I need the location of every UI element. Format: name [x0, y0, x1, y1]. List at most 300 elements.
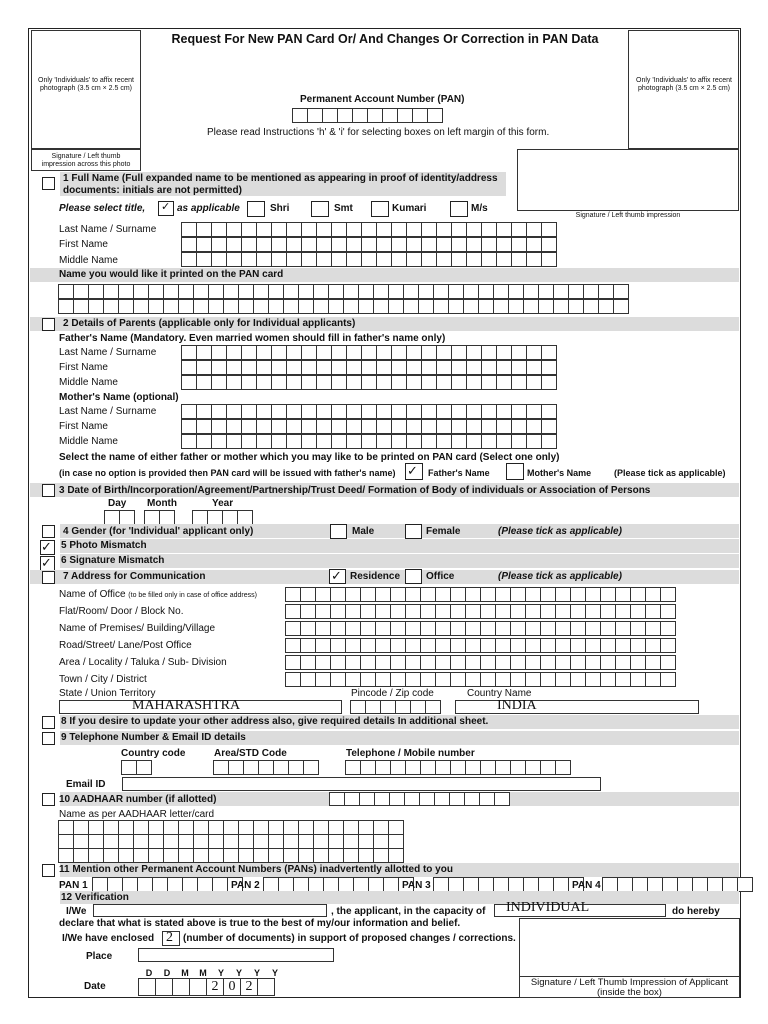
- char-cell[interactable]: [316, 434, 332, 449]
- char-cell[interactable]: [298, 820, 314, 835]
- char-cell[interactable]: [256, 404, 272, 419]
- char-cell[interactable]: [316, 252, 332, 267]
- char-cell[interactable]: [163, 820, 179, 835]
- char-cell[interactable]: [660, 655, 676, 670]
- char-cell[interactable]: [226, 404, 242, 419]
- date-cell[interactable]: 2: [240, 978, 258, 996]
- char-cell[interactable]: [525, 587, 541, 602]
- char-cell[interactable]: [298, 848, 314, 863]
- char-cell[interactable]: [391, 404, 407, 419]
- pan4-grid[interactable]: [603, 877, 753, 892]
- char-cell[interactable]: [481, 252, 497, 267]
- char-cell[interactable]: [343, 848, 359, 863]
- char-cell[interactable]: [388, 834, 404, 849]
- char-cell[interactable]: [213, 760, 229, 775]
- char-cell[interactable]: [420, 587, 436, 602]
- char-cell[interactable]: [410, 700, 426, 714]
- road-grid[interactable]: [286, 638, 676, 653]
- char-cell[interactable]: [322, 108, 338, 123]
- char-cell[interactable]: [525, 672, 541, 687]
- char-cell[interactable]: [330, 638, 346, 653]
- char-cell[interactable]: [256, 434, 272, 449]
- char-cell[interactable]: [389, 792, 405, 806]
- char-cell[interactable]: [178, 299, 194, 314]
- char-cell[interactable]: [406, 419, 422, 434]
- char-cell[interactable]: [419, 792, 435, 806]
- char-cell[interactable]: [526, 222, 542, 237]
- char-cell[interactable]: [226, 252, 242, 267]
- char-cell[interactable]: [692, 877, 708, 892]
- char-cell[interactable]: [343, 284, 359, 299]
- char-cell[interactable]: [208, 299, 224, 314]
- photo-signature-strip[interactable]: [31, 149, 141, 171]
- char-cell[interactable]: [493, 877, 509, 892]
- char-cell[interactable]: [510, 587, 526, 602]
- char-cell[interactable]: [271, 434, 287, 449]
- char-cell[interactable]: [271, 222, 287, 237]
- char-cell[interactable]: [88, 820, 104, 835]
- print-name-grid-2[interactable]: [59, 299, 629, 314]
- char-cell[interactable]: [286, 222, 302, 237]
- char-cell[interactable]: [58, 284, 74, 299]
- char-cell[interactable]: [496, 404, 512, 419]
- char-cell[interactable]: [208, 820, 224, 835]
- date-cell[interactable]: [155, 978, 173, 996]
- char-cell[interactable]: [118, 284, 134, 299]
- email-input[interactable]: [122, 777, 601, 791]
- title-smt-checkbox[interactable]: [311, 201, 329, 217]
- char-cell[interactable]: [598, 299, 614, 314]
- pan3-grid[interactable]: [434, 877, 584, 892]
- char-cell[interactable]: [226, 237, 242, 252]
- char-cell[interactable]: [553, 877, 569, 892]
- char-cell[interactable]: [286, 434, 302, 449]
- char-cell[interactable]: [58, 299, 74, 314]
- char-cell[interactable]: [421, 252, 437, 267]
- char-cell[interactable]: [388, 820, 404, 835]
- char-cell[interactable]: [316, 360, 332, 375]
- char-cell[interactable]: [293, 877, 309, 892]
- char-cell[interactable]: [268, 284, 284, 299]
- char-cell[interactable]: [660, 638, 676, 653]
- char-cell[interactable]: [193, 848, 209, 863]
- char-cell[interactable]: [630, 638, 646, 653]
- char-cell[interactable]: [617, 877, 633, 892]
- char-cell[interactable]: [346, 345, 362, 360]
- char-cell[interactable]: [540, 760, 556, 775]
- char-cell[interactable]: [103, 284, 119, 299]
- photo-box-left[interactable]: [31, 30, 141, 149]
- char-cell[interactable]: [421, 345, 437, 360]
- char-cell[interactable]: [418, 284, 434, 299]
- char-cell[interactable]: [181, 375, 197, 390]
- char-cell[interactable]: [313, 820, 329, 835]
- char-cell[interactable]: [181, 222, 197, 237]
- char-cell[interactable]: [271, 375, 287, 390]
- char-cell[interactable]: [197, 877, 213, 892]
- s4-margin-checkbox[interactable]: [42, 525, 55, 538]
- char-cell[interactable]: [286, 252, 302, 267]
- char-cell[interactable]: [286, 360, 302, 375]
- char-cell[interactable]: [615, 672, 631, 687]
- char-cell[interactable]: [88, 284, 104, 299]
- char-cell[interactable]: [510, 672, 526, 687]
- char-cell[interactable]: [541, 419, 557, 434]
- char-cell[interactable]: [316, 222, 332, 237]
- char-cell[interactable]: [450, 587, 466, 602]
- char-cell[interactable]: [323, 877, 339, 892]
- char-cell[interactable]: [316, 237, 332, 252]
- char-cell[interactable]: [436, 345, 452, 360]
- char-cell[interactable]: [196, 404, 212, 419]
- char-cell[interactable]: [496, 345, 512, 360]
- char-cell[interactable]: [391, 345, 407, 360]
- char-cell[interactable]: [163, 284, 179, 299]
- char-cell[interactable]: [301, 360, 317, 375]
- char-cell[interactable]: [376, 419, 392, 434]
- char-cell[interactable]: [303, 760, 319, 775]
- char-cell[interactable]: [451, 434, 467, 449]
- place-input[interactable]: [138, 948, 334, 962]
- char-cell[interactable]: [196, 375, 212, 390]
- date-cell[interactable]: [172, 978, 190, 996]
- char-cell[interactable]: [541, 434, 557, 449]
- char-cell[interactable]: [615, 638, 631, 653]
- char-cell[interactable]: [465, 760, 481, 775]
- char-cell[interactable]: [421, 222, 437, 237]
- char-cell[interactable]: [525, 655, 541, 670]
- char-cell[interactable]: [313, 284, 329, 299]
- char-cell[interactable]: [585, 672, 601, 687]
- char-cell[interactable]: [406, 404, 422, 419]
- char-cell[interactable]: [555, 655, 571, 670]
- char-cell[interactable]: [308, 877, 324, 892]
- char-cell[interactable]: [241, 252, 257, 267]
- char-cell[interactable]: [510, 760, 526, 775]
- gender-male-checkbox[interactable]: [330, 524, 347, 539]
- char-cell[interactable]: [526, 375, 542, 390]
- char-cell[interactable]: [178, 284, 194, 299]
- char-cell[interactable]: [390, 604, 406, 619]
- char-cell[interactable]: [223, 284, 239, 299]
- char-cell[interactable]: [315, 638, 331, 653]
- char-cell[interactable]: [406, 345, 422, 360]
- char-cell[interactable]: [328, 284, 344, 299]
- char-cell[interactable]: [345, 760, 361, 775]
- char-cell[interactable]: [345, 655, 361, 670]
- char-cell[interactable]: [421, 434, 437, 449]
- father-last-grid[interactable]: [182, 345, 557, 360]
- char-cell[interactable]: [193, 284, 209, 299]
- flat-grid[interactable]: [286, 604, 676, 619]
- char-cell[interactable]: [181, 419, 197, 434]
- char-cell[interactable]: [196, 345, 212, 360]
- char-cell[interactable]: [301, 237, 317, 252]
- char-cell[interactable]: [313, 834, 329, 849]
- char-cell[interactable]: [404, 792, 420, 806]
- char-cell[interactable]: [360, 587, 376, 602]
- char-cell[interactable]: [241, 360, 257, 375]
- char-cell[interactable]: [436, 419, 452, 434]
- char-cell[interactable]: [361, 345, 377, 360]
- char-cell[interactable]: [568, 299, 584, 314]
- phone-grid[interactable]: [346, 760, 571, 775]
- char-cell[interactable]: [555, 672, 571, 687]
- char-cell[interactable]: [73, 820, 89, 835]
- date-cell[interactable]: [189, 978, 207, 996]
- char-cell[interactable]: [256, 360, 272, 375]
- char-cell[interactable]: [223, 834, 239, 849]
- char-cell[interactable]: [256, 222, 272, 237]
- char-cell[interactable]: [283, 284, 299, 299]
- char-cell[interactable]: [331, 375, 347, 390]
- char-cell[interactable]: [406, 252, 422, 267]
- char-cell[interactable]: [380, 700, 396, 714]
- char-cell[interactable]: [421, 360, 437, 375]
- char-cell[interactable]: [211, 404, 227, 419]
- char-cell[interactable]: [466, 434, 482, 449]
- char-cell[interactable]: [178, 848, 194, 863]
- char-cell[interactable]: [223, 299, 239, 314]
- char-cell[interactable]: [328, 848, 344, 863]
- char-cell[interactable]: [615, 587, 631, 602]
- char-cell[interactable]: [613, 299, 629, 314]
- char-cell[interactable]: [436, 404, 452, 419]
- country-field[interactable]: [455, 700, 699, 714]
- char-cell[interactable]: [283, 834, 299, 849]
- char-cell[interactable]: [480, 655, 496, 670]
- char-cell[interactable]: [555, 604, 571, 619]
- char-cell[interactable]: [540, 621, 556, 636]
- char-cell[interactable]: [583, 284, 599, 299]
- char-cell[interactable]: [256, 237, 272, 252]
- char-cell[interactable]: [463, 877, 479, 892]
- char-cell[interactable]: [451, 237, 467, 252]
- char-cell[interactable]: [541, 404, 557, 419]
- char-cell[interactable]: [390, 760, 406, 775]
- office-checkbox[interactable]: [405, 569, 422, 584]
- date-grid[interactable]: [139, 978, 275, 996]
- char-cell[interactable]: [707, 877, 723, 892]
- char-cell[interactable]: [511, 360, 527, 375]
- char-cell[interactable]: [448, 877, 464, 892]
- char-cell[interactable]: [193, 299, 209, 314]
- char-cell[interactable]: [361, 419, 377, 434]
- char-cell[interactable]: [58, 848, 74, 863]
- char-cell[interactable]: [412, 108, 428, 123]
- char-cell[interactable]: [346, 222, 362, 237]
- char-cell[interactable]: [73, 284, 89, 299]
- char-cell[interactable]: [256, 345, 272, 360]
- char-cell[interactable]: [285, 604, 301, 619]
- char-cell[interactable]: [496, 360, 512, 375]
- char-cell[interactable]: [466, 252, 482, 267]
- char-cell[interactable]: [479, 792, 495, 806]
- pan-input-grid[interactable]: [293, 108, 443, 123]
- char-cell[interactable]: [133, 834, 149, 849]
- char-cell[interactable]: [253, 848, 269, 863]
- char-cell[interactable]: [421, 237, 437, 252]
- char-cell[interactable]: [382, 108, 398, 123]
- char-cell[interactable]: [241, 375, 257, 390]
- mother-first-grid[interactable]: [182, 419, 557, 434]
- char-cell[interactable]: [541, 252, 557, 267]
- char-cell[interactable]: [511, 252, 527, 267]
- char-cell[interactable]: [271, 419, 287, 434]
- char-cell[interactable]: [662, 877, 678, 892]
- char-cell[interactable]: [600, 587, 616, 602]
- aadhaar-name-grid-3[interactable]: [59, 848, 404, 863]
- signature-box-top[interactable]: [517, 149, 739, 211]
- char-cell[interactable]: [133, 848, 149, 863]
- char-cell[interactable]: [238, 848, 254, 863]
- char-cell[interactable]: [585, 604, 601, 619]
- s3-margin-checkbox[interactable]: [42, 484, 55, 497]
- char-cell[interactable]: [300, 621, 316, 636]
- char-cell[interactable]: [600, 655, 616, 670]
- char-cell[interactable]: [241, 404, 257, 419]
- char-cell[interactable]: [58, 820, 74, 835]
- char-cell[interactable]: [344, 792, 360, 806]
- char-cell[interactable]: [331, 345, 347, 360]
- char-cell[interactable]: [253, 284, 269, 299]
- char-cell[interactable]: [465, 672, 481, 687]
- char-cell[interactable]: [526, 345, 542, 360]
- char-cell[interactable]: [511, 222, 527, 237]
- char-cell[interactable]: [481, 360, 497, 375]
- char-cell[interactable]: [555, 638, 571, 653]
- char-cell[interactable]: [211, 375, 227, 390]
- char-cell[interactable]: [645, 655, 661, 670]
- char-cell[interactable]: [570, 621, 586, 636]
- char-cell[interactable]: [391, 419, 407, 434]
- char-cell[interactable]: [451, 360, 467, 375]
- char-cell[interactable]: [238, 299, 254, 314]
- char-cell[interactable]: [538, 299, 554, 314]
- char-cell[interactable]: [425, 700, 441, 714]
- char-cell[interactable]: [211, 222, 227, 237]
- char-cell[interactable]: [555, 587, 571, 602]
- char-cell[interactable]: [358, 299, 374, 314]
- char-cell[interactable]: [600, 638, 616, 653]
- char-cell[interactable]: [300, 655, 316, 670]
- char-cell[interactable]: [226, 360, 242, 375]
- char-cell[interactable]: [283, 299, 299, 314]
- char-cell[interactable]: [677, 877, 693, 892]
- char-cell[interactable]: [286, 375, 302, 390]
- char-cell[interactable]: [346, 360, 362, 375]
- char-cell[interactable]: [331, 404, 347, 419]
- s11-margin-checkbox[interactable]: [42, 864, 55, 877]
- char-cell[interactable]: [538, 877, 554, 892]
- char-cell[interactable]: [480, 638, 496, 653]
- char-cell[interactable]: [375, 672, 391, 687]
- char-cell[interactable]: [350, 700, 366, 714]
- char-cell[interactable]: [526, 360, 542, 375]
- title-kumari-checkbox[interactable]: [371, 201, 389, 217]
- s1-first-name-grid[interactable]: [182, 237, 557, 252]
- char-cell[interactable]: [435, 760, 451, 775]
- char-cell[interactable]: [391, 375, 407, 390]
- mothers-name-checkbox[interactable]: [506, 463, 524, 480]
- char-cell[interactable]: [345, 604, 361, 619]
- char-cell[interactable]: [496, 375, 512, 390]
- char-cell[interactable]: [241, 434, 257, 449]
- mother-middle-grid[interactable]: [182, 434, 557, 449]
- char-cell[interactable]: [178, 834, 194, 849]
- char-cell[interactable]: [466, 237, 482, 252]
- char-cell[interactable]: [92, 877, 108, 892]
- char-cell[interactable]: [286, 345, 302, 360]
- char-cell[interactable]: [263, 877, 279, 892]
- char-cell[interactable]: [630, 604, 646, 619]
- char-cell[interactable]: [451, 252, 467, 267]
- char-cell[interactable]: [360, 604, 376, 619]
- char-cell[interactable]: [359, 792, 375, 806]
- s8-margin-checkbox[interactable]: [42, 716, 55, 729]
- char-cell[interactable]: [433, 284, 449, 299]
- char-cell[interactable]: [390, 638, 406, 653]
- father-first-grid[interactable]: [182, 360, 557, 375]
- char-cell[interactable]: [373, 834, 389, 849]
- char-cell[interactable]: [163, 299, 179, 314]
- char-cell[interactable]: [121, 760, 137, 775]
- char-cell[interactable]: [238, 820, 254, 835]
- char-cell[interactable]: [211, 360, 227, 375]
- char-cell[interactable]: [148, 834, 164, 849]
- char-cell[interactable]: [451, 419, 467, 434]
- char-cell[interactable]: [226, 345, 242, 360]
- char-cell[interactable]: [368, 877, 384, 892]
- char-cell[interactable]: [271, 360, 287, 375]
- char-cell[interactable]: [346, 237, 362, 252]
- char-cell[interactable]: [451, 375, 467, 390]
- s9-margin-checkbox[interactable]: [42, 732, 55, 745]
- char-cell[interactable]: [525, 638, 541, 653]
- char-cell[interactable]: [271, 237, 287, 252]
- char-cell[interactable]: [298, 284, 314, 299]
- char-cell[interactable]: [526, 404, 542, 419]
- char-cell[interactable]: [328, 820, 344, 835]
- char-cell[interactable]: [568, 284, 584, 299]
- char-cell[interactable]: [73, 848, 89, 863]
- char-cell[interactable]: [511, 345, 527, 360]
- char-cell[interactable]: [256, 252, 272, 267]
- char-cell[interactable]: [212, 877, 228, 892]
- char-cell[interactable]: [478, 284, 494, 299]
- char-cell[interactable]: [315, 587, 331, 602]
- char-cell[interactable]: [495, 587, 511, 602]
- date-cell[interactable]: 0: [223, 978, 241, 996]
- char-cell[interactable]: [630, 672, 646, 687]
- char-cell[interactable]: [193, 834, 209, 849]
- char-cell[interactable]: [510, 638, 526, 653]
- char-cell[interactable]: [508, 299, 524, 314]
- char-cell[interactable]: [361, 375, 377, 390]
- char-cell[interactable]: [181, 360, 197, 375]
- char-cell[interactable]: [331, 434, 347, 449]
- char-cell[interactable]: [226, 434, 242, 449]
- char-cell[interactable]: [268, 299, 284, 314]
- char-cell[interactable]: [466, 375, 482, 390]
- char-cell[interactable]: [480, 760, 496, 775]
- char-cell[interactable]: [421, 375, 437, 390]
- char-cell[interactable]: [329, 792, 345, 806]
- char-cell[interactable]: [478, 877, 494, 892]
- applicant-name-input[interactable]: [93, 904, 327, 917]
- char-cell[interactable]: [376, 434, 392, 449]
- char-cell[interactable]: [525, 621, 541, 636]
